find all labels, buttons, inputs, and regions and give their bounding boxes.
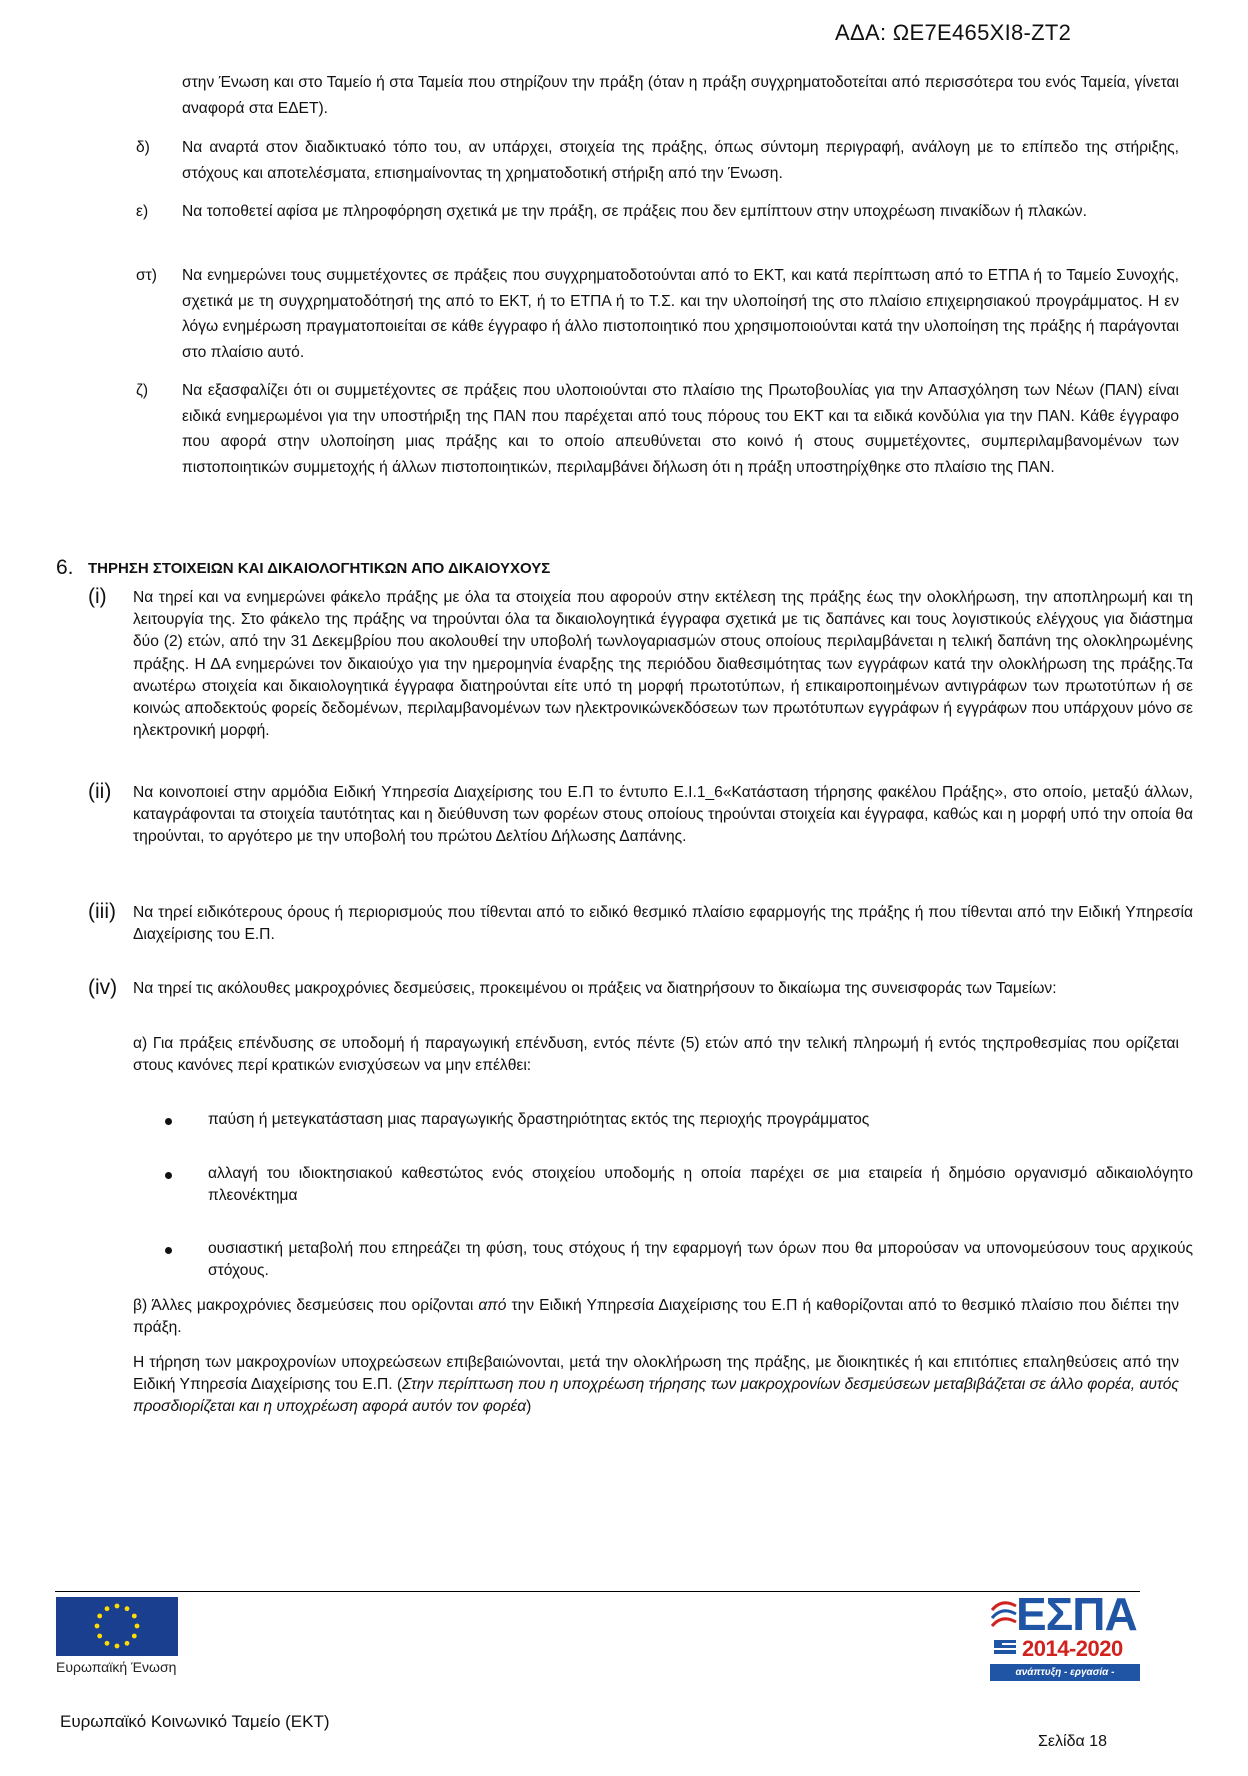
page-number: Σελίδα 18 [1038,1733,1107,1750]
eu-flag-logo [56,1597,178,1656]
list-item-label-d: δ) [136,139,150,156]
closing-paragraph: Η τήρηση των μακροχρονίων υποχρεώσεων επιβεβαιώνονται, μετά την ολοκλήρωση της πράξης, με διοικητικές ή και επιτόπιες επαληθεύσεις από την Ειδική Υπηρεσία Διαχείρισης του Ε.Π. (Στην περίπτωση που η υποχρέωση τήρησης των μακροχρονίων δεσμεύσεων μεταβιβάζεται σε άλλο φορέα, αυτός προσδιορίζεται και η υποχρέωση αφορά αυτόν τον φορέα) [133,1354,1180,1416]
list-item-st: Να ενημερώνει τους συμμετέχοντες σε πράξεις που συγχρηματοδοτούνται από το ΕΚΤ, και κατά περίπτωση από το ΕΤΠΑ ή το Ταμείο Συνοχής, σχετικά με τη συγχρηματοδότησή της από το ΕΚΤ, ή το ΕΤΠΑ ή το Τ.Σ. και την υλοποίησή της στο πλαίσιο επιχειρησιακού προγράμματος. Η εν λόγω ενημέρωση πραγματοποιείται σε κάθε έγγραφο ή άλλο πιστοποιητικό που χρησιμοποιούνται κατά την υλοποίηση της πράξης ή παράγονται στο πλαίσιο αυτό. [182,267,1179,361]
item-i: Να τηρεί και να ενημερώνει φάκελο πράξης με όλα τα στοιχεία που αφορούν στην εκτέλεση της πράξης έως την ολοκλήρωση, την αποπληρωμή και τη λειτουργία της. Στο φάκελο της πράξης να τηρούνται όλα τα δικαιολογητικά έγγραφα σχετικά με τις δαπάνες και τους λογιστικούς ελέγχους για διάστημα δύο (2) ετών, από την 31 Δεκεμβρίου που ακολουθεί την υποβολή τωνλογαριασμών στους οποίους περιλαμβάνεται η τελική δαπάνη της ολοκληρωμένης πράξης. Η ΔΑ ενημερώνει τον δικαιούχο για την ημερομηνία έναρξης της περιόδου διαθεσιμότητας των εγγράφων κατά την ολοκλήρωση της πράξης.Τα ανωτέρω στοιχεία και δικαιολογητικά έγγραφα διατηρούνται είτε υπό τη μορφή πρωτοτύπων, ή επικαιροποιημένων αντιγράφων των πρωτοτύπων ή σε κοινώς αποδεκτούς φορείς δεδομένων, περιλαμβανομένων των ηλεκτρονικώνεκδόσεων των πρωτότυπων εγγράφων ή εγγράφων που υπάρχουν μόνο σε ηλεκτρονική μορφή. [133,589,1193,740]
list-item-label-e: ε) [136,203,149,220]
eu-stars-icon [56,1597,178,1656]
bullet-item-2: αλλαγή του ιδιοκτησιακού καθεστώτος ενός στοιχείου υποδομής η οποία παρέχει σε μια εταιρεία ή δημόσιο οργανισμό αδικαιολόγητο πλεονέκτημα [208,1165,1193,1205]
list-item-z: Να εξασφαλίζει ότι οι συμμετέχοντες σε πράξεις που υλοποιούνται στο πλαίσιο της Πρωτοβουλίας για την Απασχόληση των Νέων (ΠΑΝ) είναι ειδικά ενημερωμένοι για την υποστήριξη της ΠΑΝ που παρέχεται από τους πόρους του ΕΚΤ και τα ειδικά κονδύλια για την ΠΑΝ. Κάθε έγγραφο που αφορά στην υλοποίηση μιας πράξης και το οποίο απευθύνεται στο κοινό ή στους συμμετέχοντες, συμπεριλαμβανομένων των πιστοποιητικών συμμετοχής ή άλλων πιστοποιητικών, περιλαμβάνει δήλωση ότι η πράξη υποστηρίχθηκε στο πλαίσιο της ΠΑΝ. [182,382,1179,476]
item-label-iv: (iv) [88,976,118,999]
item-label-iii: (iii) [88,900,116,923]
espa-title: ΕΣΠΑ [1016,1588,1137,1640]
eu-caption: Ευρωπαϊκή Ένωση [56,1659,177,1675]
list-item-e: Να τοποθετεί αφίσα με πληροφόρηση σχετικά με την πράξη, σε πράξεις που δεν εμπίπτουν στην υποχρέωση πινακίδων ή πλακών. [182,203,1087,220]
espa-tagline: ανάπτυξη - εργασία - αλληλεγγύη [990,1664,1140,1681]
list-item-label-st: στ) [136,267,157,284]
list-continuation: στην Ένωση και στο Ταμείο ή στα Ταμεία που στηρίζουν την πράξη (όταν η πράξη συγχρηματοδοτείται από περισσότερα του ενός Ταμεία, γίνεται αναφορά στα ΕΔΕΤ). [182,74,1179,117]
item-ii: Να κοινοποιεί στην αρμόδια Ειδική Υπηρεσία Διαχείρισης του Ε.Π το έντυπο Ε.Ι.1_6«Κατάσταση τήρησης φακέλου Πράξης», στο οποίο, μεταξύ άλλων, καταγράφονται τα στοιχεία ταυτότητας και η διεύθυνση των φορέων στους οποίους τηρούνται στοιχεία και έγγραφα, καθώς και η μορφή υπό την οποία θα τηρούνται, το αργότερο με την υποβολή του πρώτου Δελτίου Δήλωσης Δαπάνης. [133,784,1193,846]
list-item-d: Να αναρτά στον διαδικτυακό τόπο του, αν υπάρχει, στοιχεία της πράξης, όπως σύντομη περιγραφή, ανάλογη με το επίπεδο της στήριξης, στόχους και αποτελέσματα, επισημαίνοντας τη χρηματοδοτική στήριξη από την Ένωση. [182,139,1179,182]
item-label-i: (i) [88,585,107,608]
bullet-item-1: παύση ή μετεγκατάσταση μιας παραγωγικής δραστηριότητας εκτός της περιοχής προγράμματος [208,1111,870,1128]
section-title: ΤΗΡΗΣΗ ΣΤΟΙΧΕΙΩΝ ΚΑΙ ΔΙΚΑΙΟΛΟΓΗΤΙΚΩΝ ΑΠΟ ΔΙΚΑΙΟΥΧΟΥΣ [88,560,551,577]
item-iv: Να τηρεί τις ακόλουθες μακροχρόνιες δεσμεύσεις, προκειμένου οι πράξεις να διατηρήσουν το δικαίωμα της συνεισφοράς των Ταμείων: [133,980,1057,997]
footer-divider [55,1591,1140,1592]
subitem-b: β) Άλλες μακροχρόνιες δεσμεύσεις που ορίζονται από την Ειδική Υπηρεσία Διαχείρισης του Ε.Π ή καθορίζονται από το θεσμικό πλαίσιο που διέπει την πράξη. [133,1297,1180,1337]
bullet-dot [165,1118,172,1125]
fund-name: Ευρωπαϊκό Κοινωνικό Ταμείο (ΕΚΤ) [60,1712,330,1731]
item-iii: Να τηρεί ειδικότερους όρους ή περιορισμούς που τίθενται από το ειδικό θεσμικό πλαίσιο εφαρμογής της πράξης ή που τίθενται από την Ειδική Υπηρεσία Διαχείρισης του Ε.Π. [133,904,1193,944]
item-label-ii: (ii) [88,780,112,803]
bullet-dot [165,1247,172,1254]
section-number: 6. [56,556,74,579]
espa-years: 2014-2020 [1022,1636,1123,1661]
subitem-a: α) Για πράξεις επένδυσης σε υποδομή ή παραγωγική επένδυση, εντός πέντε (5) ετών από την τελική πληρωμή ή εντός τηςπροθεσμίας που ορίζεται στους κανόνες περί κρατικών ενισχύσεων να μην επέλθει: [133,1035,1179,1075]
bullet-dot [165,1172,172,1179]
bullet-item-3: ουσιαστική μεταβολή που επηρεάζει τη φύση, τους στόχους ή την εφαρμογή των όρων που θα μπορούσαν να υπονομεύσουν τους αρχικούς στόχους. [208,1240,1193,1280]
ada-code: ΑΔΑ: ΩΕ7Ε465ΧΙ8-ΖΤ2 [835,20,1072,45]
list-item-label-z: ζ) [136,382,149,399]
